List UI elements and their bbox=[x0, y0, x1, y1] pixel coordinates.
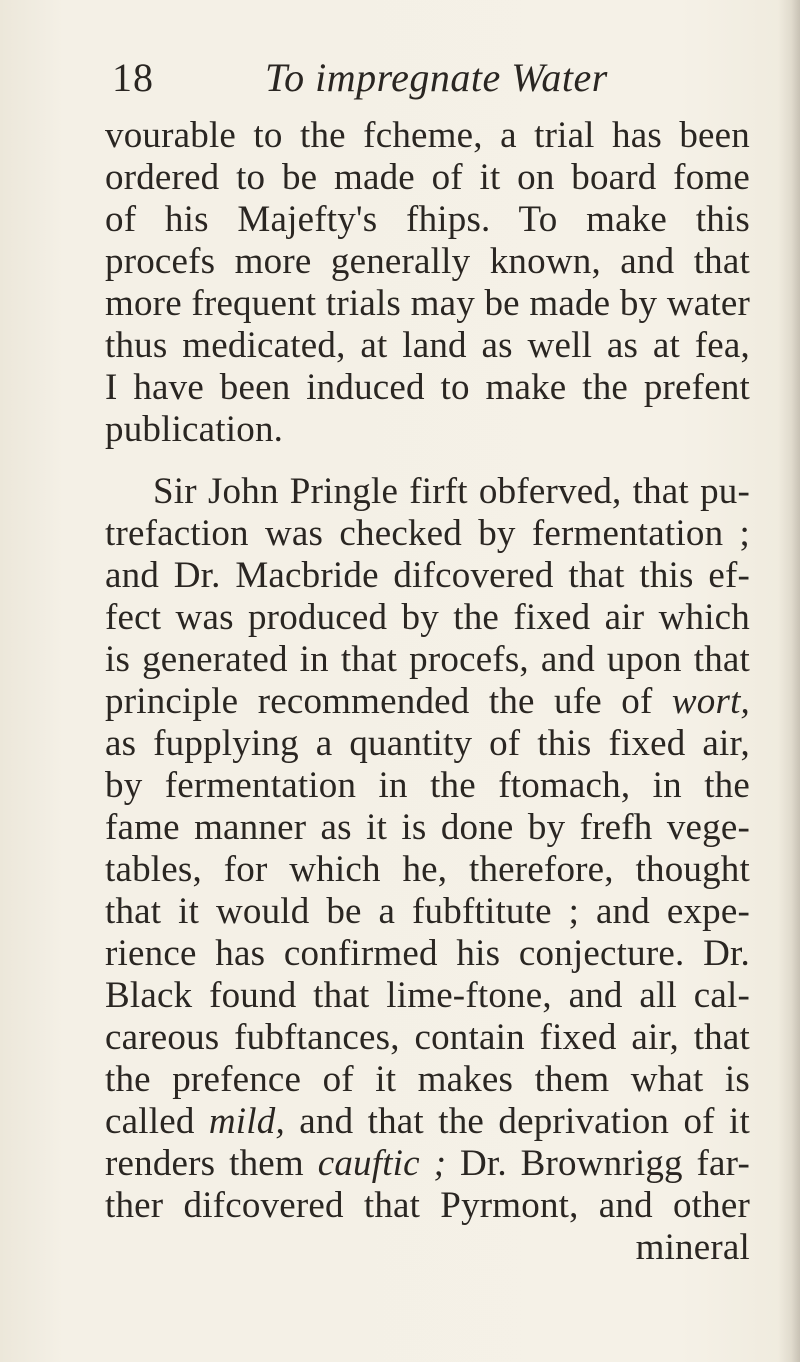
text-line: publication. bbox=[105, 409, 284, 450]
text-line: more frequent trials may be made by water bbox=[105, 283, 750, 324]
page-number: 18 bbox=[112, 55, 154, 100]
text-line-with-italic bbox=[105, 681, 750, 723]
text-line-with-italic bbox=[105, 1101, 750, 1143]
text-line: tables, for which he, therefore, thought bbox=[105, 849, 750, 890]
text-segment: called bbox=[105, 1101, 209, 1142]
text-line: ordered to be made of it on board fome bbox=[105, 157, 750, 198]
italic-word: wort, bbox=[671, 681, 750, 722]
text-line: by fermentation in the ftomach, in the bbox=[105, 765, 750, 806]
text-line: I have been induced to make the prefent bbox=[105, 367, 750, 408]
paragraph-1 bbox=[105, 115, 750, 451]
page-edge-shadow bbox=[778, 0, 800, 1362]
text-line: trefaction was checked by fermentation ; bbox=[105, 513, 750, 554]
text-line-with-italic bbox=[105, 1143, 750, 1185]
paragraph-2 bbox=[105, 471, 750, 1269]
text-line: procefs more generally known, and that bbox=[105, 241, 750, 282]
text-line: that it would be a fubftitute ; and expe- bbox=[105, 891, 750, 932]
text-line: Black found that lime-ftone, and all cal- bbox=[105, 975, 750, 1016]
text-line: as fupplying a quantity of this fixed air, bbox=[105, 723, 750, 764]
text-line: the prefence of it makes them what is bbox=[105, 1059, 750, 1100]
text-segment: Dr. Brownrigg far- bbox=[446, 1143, 750, 1184]
text-line: Sir John Pringle firft obferved, that pu- bbox=[153, 471, 750, 512]
text-line: and Dr. Macbride difcovered that this ef- bbox=[105, 555, 750, 596]
italic-word: mild, bbox=[208, 1101, 285, 1142]
catchword: mineral bbox=[635, 1227, 750, 1268]
running-head-title: To impregnate Water bbox=[265, 55, 608, 100]
italic-word: cauftic ; bbox=[317, 1143, 447, 1184]
text-line: rience has confirmed his conjecture. Dr. bbox=[105, 933, 750, 974]
running-head bbox=[0, 50, 800, 110]
paragraph-gap bbox=[105, 451, 750, 471]
text-segment: principle recommended the ufe of bbox=[105, 681, 672, 722]
body-text bbox=[105, 115, 750, 1269]
text-line: thus medicated, at land as well as at fea, bbox=[105, 325, 750, 366]
text-segment: renders them bbox=[105, 1143, 318, 1184]
text-line: fect was produced by the fixed air which bbox=[105, 597, 750, 638]
text-line: is generated in that procefs, and upon that bbox=[105, 639, 750, 680]
text-line: vourable to the fcheme, a trial has been bbox=[105, 115, 750, 156]
text-line: fame manner as it is done by frefh vege- bbox=[105, 807, 750, 848]
text-line: ther difcovered that Pyrmont, and other bbox=[105, 1185, 750, 1226]
text-line: careous fubftances, contain fixed air, that bbox=[105, 1017, 750, 1058]
text-line: of his Majefty's fhips. To make this bbox=[105, 199, 750, 240]
text-segment: and that the deprivation of it bbox=[284, 1101, 750, 1142]
